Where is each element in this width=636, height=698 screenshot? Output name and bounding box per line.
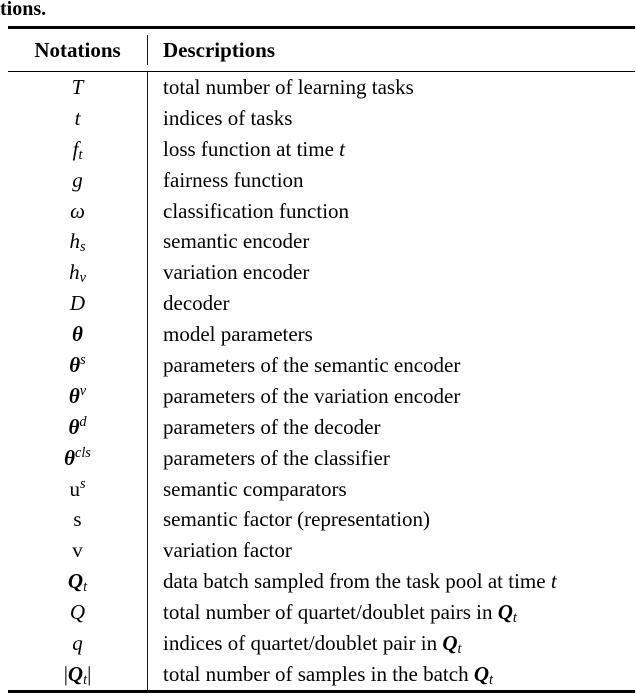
table-row (8, 257, 635, 288)
notation-cell (8, 474, 147, 505)
description-cell (147, 288, 635, 319)
text-segment: fairness function (163, 167, 304, 192)
description-cell (147, 504, 635, 535)
text-segment: Q (442, 631, 458, 656)
text-segment: θ (69, 353, 81, 378)
text-segment: total number of quartet/doublet pairs in (163, 600, 498, 625)
description-cell (147, 597, 635, 628)
header-cell-notations: Notations (34, 38, 121, 62)
text-segment: D (69, 291, 86, 316)
notation-cell (8, 504, 147, 535)
text-segment: | (87, 661, 92, 686)
table-row (8, 226, 635, 257)
description-cell (147, 196, 635, 227)
notation-cell (8, 350, 147, 381)
table-row (8, 597, 635, 628)
text-segment: classification function (163, 198, 350, 223)
notation-cell (8, 443, 147, 474)
header-cell-descriptions: Descriptions (147, 35, 635, 65)
text-segment: loss function at time (163, 136, 340, 161)
table-row (8, 535, 635, 566)
notation-cell (8, 288, 147, 319)
description-cell (147, 381, 635, 412)
table-row (8, 196, 635, 227)
text-segment: g (72, 167, 83, 192)
table-row (8, 443, 635, 474)
text-segment: Q (67, 661, 84, 686)
text-segment: | (63, 661, 68, 686)
notation-cell (8, 535, 147, 566)
notation-cell (8, 381, 147, 412)
text-segment: model parameters (163, 322, 313, 347)
caption-fragment: tions. (0, 0, 47, 20)
notation-cell (8, 134, 147, 165)
text-segment: semantic factor (representation) (163, 507, 431, 532)
text-segment: data batch sampled from the task pool at time (163, 569, 551, 594)
text-segment: parameters of the variation encoder (163, 383, 461, 408)
description-cell (147, 226, 635, 257)
description-cell (147, 134, 635, 165)
table-row (8, 350, 635, 381)
table-row (8, 319, 635, 350)
text-segment: total number of samples in the batch (163, 661, 474, 686)
notation-cell (8, 226, 147, 257)
text-segment: v (79, 383, 87, 400)
table-row (8, 288, 635, 319)
text-segment: θ (68, 383, 80, 408)
text-segment: Q (473, 661, 490, 686)
text-segment: t (457, 641, 462, 658)
text-segment: θ (64, 445, 76, 470)
text-segment: q (72, 631, 83, 656)
text-segment: h (69, 229, 80, 254)
text-segment: variation encoder (163, 260, 310, 285)
notation-cell (8, 597, 147, 628)
description-cell (147, 474, 635, 505)
text-segment: θ (68, 414, 80, 439)
text-segment: t (83, 579, 88, 596)
text-segment: cls (75, 444, 91, 461)
description-cell (147, 443, 635, 474)
notation-cell (8, 319, 147, 350)
text-segment: semantic encoder (163, 229, 310, 254)
text-segment: indices of tasks (163, 105, 293, 130)
text-segment: total number of learning tasks (163, 75, 414, 99)
description-cell (147, 72, 635, 103)
table-row (8, 566, 635, 597)
description-cell (147, 350, 635, 381)
text-segment: Q (67, 569, 84, 594)
text-segment: s (79, 239, 86, 256)
text-segment: T (71, 75, 84, 99)
text-segment: semantic comparators (163, 476, 347, 501)
description-cell (147, 566, 635, 597)
text-segment: parameters of the classifier (163, 445, 390, 470)
text-segment: s (73, 507, 82, 532)
text-segment: Q (69, 600, 86, 625)
text-segment: u (69, 476, 80, 501)
text-segment: Q (497, 600, 513, 625)
text-segment: variation factor (163, 538, 292, 563)
text-segment: f (72, 136, 79, 161)
description-cell (147, 257, 635, 288)
text-segment: θ (72, 322, 83, 347)
notation-cell (8, 165, 147, 196)
description-cell (147, 535, 635, 566)
description-cell (147, 412, 635, 443)
description-cell (147, 319, 635, 350)
description-cell (147, 659, 635, 690)
table-row (8, 412, 635, 443)
text-segment: parameters of the semantic encoder (163, 353, 461, 378)
notation-cell (8, 257, 147, 288)
table-row (8, 103, 635, 134)
notation-cell (8, 412, 147, 443)
text-segment: s (79, 475, 86, 492)
table-row (8, 381, 635, 412)
table-body (8, 72, 635, 693)
text-segment: t (512, 610, 517, 627)
notation-cell (8, 196, 147, 227)
text-segment: v (72, 538, 83, 563)
text-segment: d (79, 413, 87, 430)
table-row (8, 474, 635, 505)
notation-cell (8, 566, 147, 597)
text-segment: indices of quartet/doublet pair in (163, 631, 443, 656)
text-segment: ω (70, 198, 85, 223)
notation-cell (8, 103, 147, 134)
table-row (8, 165, 635, 196)
description-cell (147, 165, 635, 196)
table-row (8, 72, 635, 103)
notation-cell (8, 628, 147, 659)
text-segment: t (489, 672, 493, 689)
notations-table (8, 26, 635, 693)
text-segment: t (83, 672, 88, 689)
notation-cell (8, 659, 147, 690)
text-segment: t (78, 146, 83, 163)
text-segment: t (550, 569, 557, 594)
description-cell (147, 628, 635, 659)
text-segment: t (74, 105, 81, 130)
text-segment: v (79, 270, 86, 287)
notation-cell (8, 72, 147, 103)
text-segment: s (80, 352, 86, 369)
text-segment: t (339, 136, 345, 161)
text-segment: h (69, 260, 80, 285)
table-header-row (8, 29, 635, 72)
table-row (8, 134, 635, 165)
text-segment: parameters of the decoder (163, 414, 381, 439)
text-segment: decoder (163, 291, 230, 316)
description-cell (147, 103, 635, 134)
table-row (8, 659, 635, 690)
table-row (8, 628, 635, 659)
table-row (8, 504, 635, 535)
